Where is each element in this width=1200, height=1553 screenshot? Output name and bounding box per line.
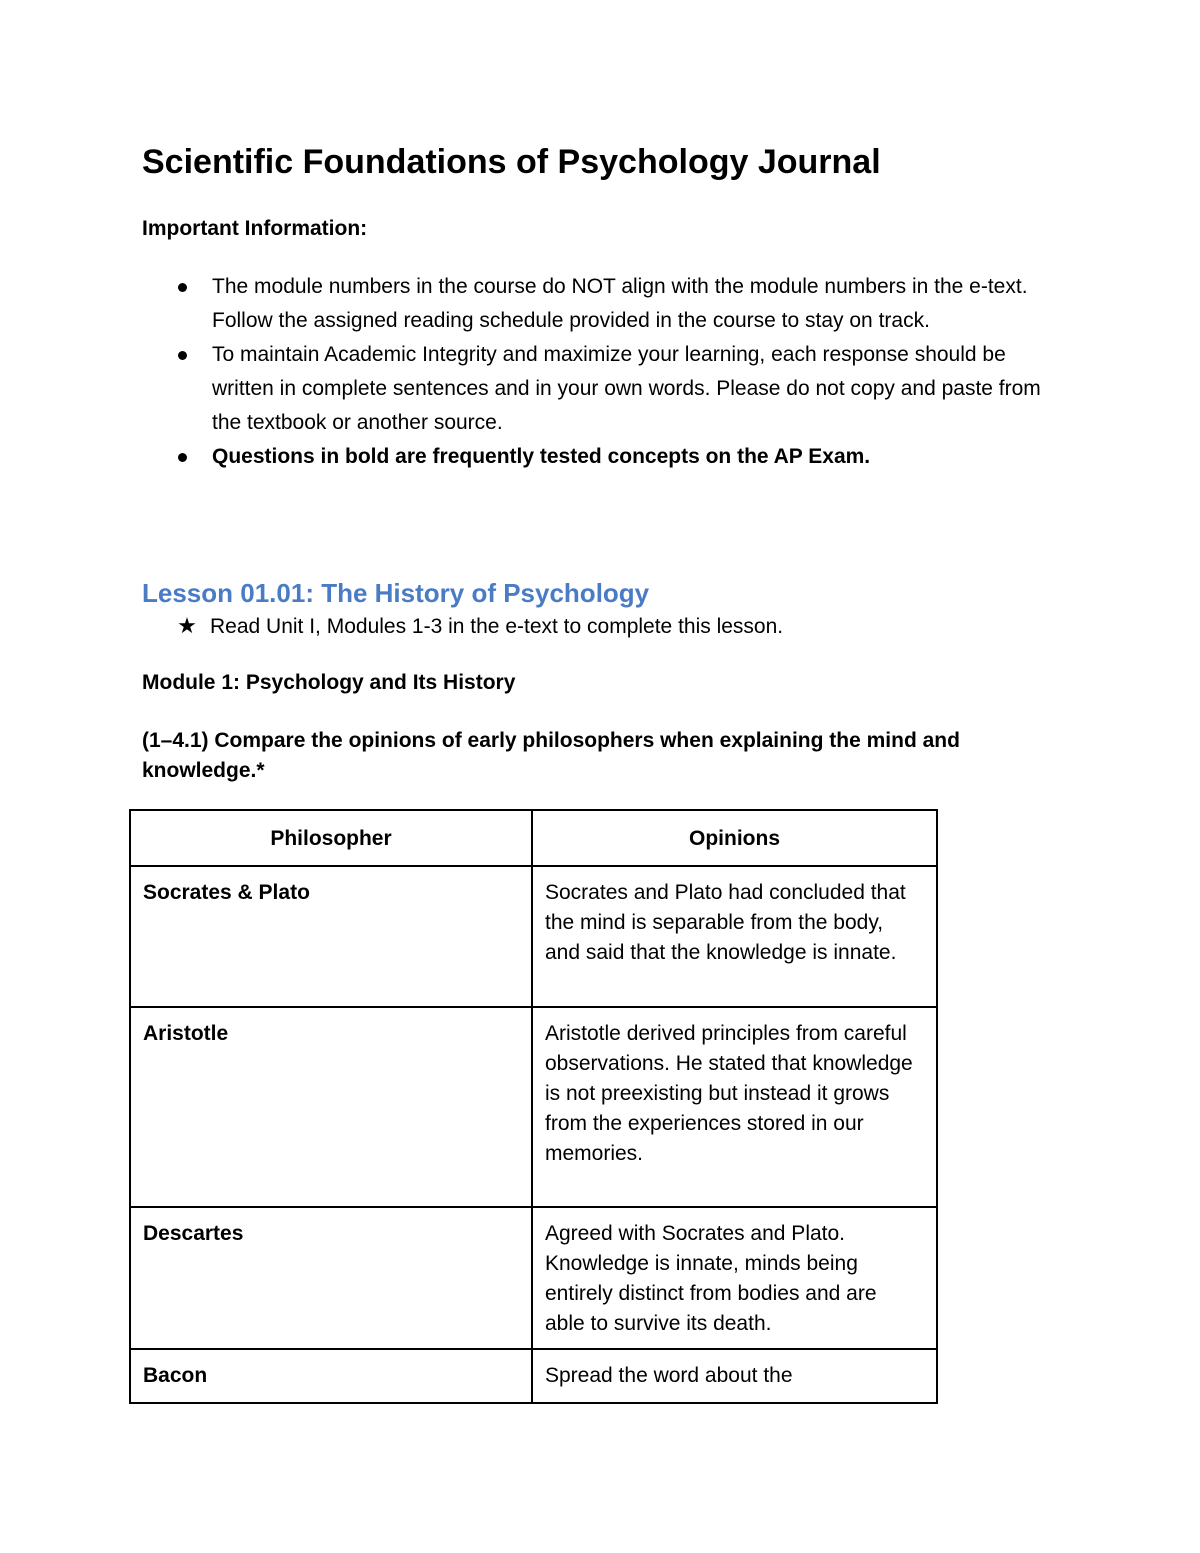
document-title: Scientific Foundations of Psychology Journal [142, 143, 881, 181]
module-heading: Module 1: Psychology and Its History [142, 671, 516, 694]
info-list-item [212, 270, 1072, 338]
bullet-icon [178, 351, 187, 360]
philosopher-cell: Descartes [130, 1207, 532, 1349]
column-header-opinions: Opinions [532, 810, 937, 866]
column-header-philosopher: Philosopher [130, 810, 532, 866]
bullet-icon [178, 283, 187, 292]
philosopher-cell: Aristotle [130, 1007, 532, 1207]
table-row [130, 1007, 937, 1207]
question-prompt: (1–4.1) Compare the opinions of early philosophers when explaining the mind and knowledge.* [142, 729, 960, 782]
table-row [130, 1207, 937, 1349]
table-header-row [130, 810, 937, 866]
bullet-icon [178, 453, 187, 462]
lesson-reading-note [174, 611, 783, 642]
info-item-text: Questions in bold are frequently tested concepts on the AP Exam. [212, 445, 871, 468]
info-item-text: To maintain Academic Integrity and maximize your learning, each response should be written in complete sentences and in your own words. Please do not copy and paste from the textbook or another source. [212, 343, 1041, 434]
info-list-item [212, 338, 1072, 440]
table-row [130, 866, 937, 1007]
opinion-cell[interactable]: Agreed with Socrates and Plato. Knowledge is innate, minds being entirely distinct from bodies and are able to survive its death. [532, 1207, 937, 1349]
lesson-note-text: Read Unit I, Modules 1-3 in the e-text to complete this lesson. [210, 615, 784, 638]
star-icon: ★ [177, 613, 197, 638]
opinion-cell[interactable]: Socrates and Plato had concluded that the mind is separable from the body, and said that the knowledge is innate. [532, 866, 937, 1007]
info-list-item [212, 440, 1072, 474]
opinion-cell[interactable]: Spread the word about the [532, 1349, 937, 1403]
table-row [130, 1349, 937, 1403]
lesson-heading: Lesson 01.01: The History of Psychology [142, 578, 650, 608]
important-information-label: Important Information: [142, 217, 368, 240]
philosopher-cell: Bacon [130, 1349, 532, 1403]
important-information-list [212, 270, 1072, 474]
philosopher-cell: Socrates & Plato [130, 866, 532, 1007]
philosophers-table [129, 809, 938, 1404]
opinion-cell[interactable]: Aristotle derived principles from careful observations. He stated that knowledge is not preexisting but instead it grows from the experiences stored in our memories. [532, 1007, 937, 1207]
info-item-text: The module numbers in the course do NOT align with the module numbers in the e-text. Follow the assigned reading schedule provided in the course to stay on track. [212, 275, 1028, 332]
